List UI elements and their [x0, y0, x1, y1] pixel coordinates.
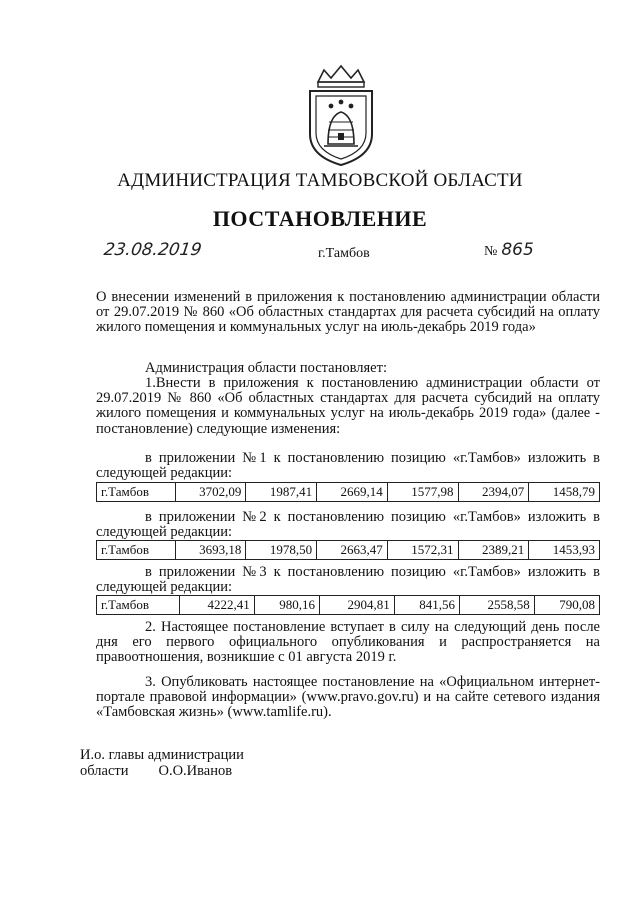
document-city: г.Тамбов	[318, 246, 370, 261]
appendix-2-text: в приложении №2 к постановлению позицию «г.Тамбов» изложить в следующей редакции:	[96, 509, 600, 541]
item-3-paragraph: 3. Опубликовать настоящее постановление на «Официальном интернет-портале правовой информации» (www.pravo.gov.ru) и на сайте сетевого издания «Тамбовская жизнь» (www.tamlife.ru).	[96, 674, 600, 721]
table-cell: 1453,93	[529, 541, 600, 560]
signatory-row	[80, 763, 232, 780]
number-prefix: №	[484, 244, 498, 259]
table-cell: 1978,50	[246, 541, 317, 560]
appendix-1-text: в приложении №1 к постановлению позицию «г.Тамбов» изложить в следующей редакции:	[96, 450, 600, 482]
appendix-3-text: в приложении №3 к постановлению позицию «г.Тамбов» изложить в следующей редакции:	[96, 564, 600, 596]
coat-of-arms-emblem	[298, 64, 384, 168]
appendix-1-table	[96, 482, 600, 502]
table-cell: 4222,41	[180, 596, 255, 615]
number-value: 865	[501, 240, 534, 260]
agency-title: АДМИНИСТРАЦИЯ ТАМБОВСКОЙ ОБЛАСТИ	[117, 170, 523, 191]
table-cell: 2669,14	[317, 483, 388, 502]
table-cell: 2389,21	[458, 541, 529, 560]
table-cell: 2558,58	[459, 596, 534, 615]
signatory-region: области	[80, 763, 129, 779]
table-cell: 1987,41	[246, 483, 317, 502]
table-cell: 980,16	[254, 596, 319, 615]
document-date: 23.08.2019	[102, 240, 203, 260]
table-cell: 1458,79	[529, 483, 600, 502]
table-cell: 2663,47	[317, 541, 388, 560]
signatory-title: И.о. главы администрации	[80, 747, 244, 763]
item-1-paragraph: 1.Внести в приложения к постановлению администрации области от 29.07.2019 № 860 «Об областных стандартах для расчета субсидий на оплату жилого помещения и коммунальных услуг на июль-декабрь 2019 года» (далее - постановление) следующие изменения:	[96, 375, 600, 437]
document-type-title: ПОСТАНОВЛЕНИЕ	[212, 206, 428, 231]
table-cell: 3702,09	[175, 483, 246, 502]
appendix-3-table	[96, 595, 600, 615]
table-cell: 790,08	[534, 596, 599, 615]
table-cell: г.Тамбов	[97, 541, 176, 560]
item-2-paragraph: 2. Настоящее постановление вступает в силу на следующий день после дня его первого официального опубликования и распространяется на правоотношения, возникшие с 01 августа 2019 г.	[96, 619, 600, 666]
table-cell: 841,56	[394, 596, 459, 615]
table-cell: 2394,07	[458, 483, 529, 502]
subject-paragraph: О внесении изменений в приложения к постановлению администрации области от 29.07.2019 № 860 «Об областных стандартах для расчета субсидий на оплату жилого помещения и коммунальных услуг на июль-декабрь 2019 года»	[96, 289, 600, 336]
table-row	[97, 541, 600, 560]
table-cell: 1572,31	[387, 541, 458, 560]
table-cell: г.Тамбов	[97, 596, 180, 615]
table-cell: 1577,98	[387, 483, 458, 502]
table-row	[97, 596, 600, 615]
intro-line: Администрация области постановляет:	[145, 360, 387, 376]
table-cell: 2904,81	[320, 596, 395, 615]
appendix-2-table	[96, 540, 600, 560]
document-number	[484, 240, 534, 260]
table-cell: г.Тамбов	[97, 483, 176, 502]
table-cell: 3693,18	[175, 541, 246, 560]
signatory-name: О.О.Иванов	[158, 763, 233, 779]
table-row	[97, 483, 600, 502]
